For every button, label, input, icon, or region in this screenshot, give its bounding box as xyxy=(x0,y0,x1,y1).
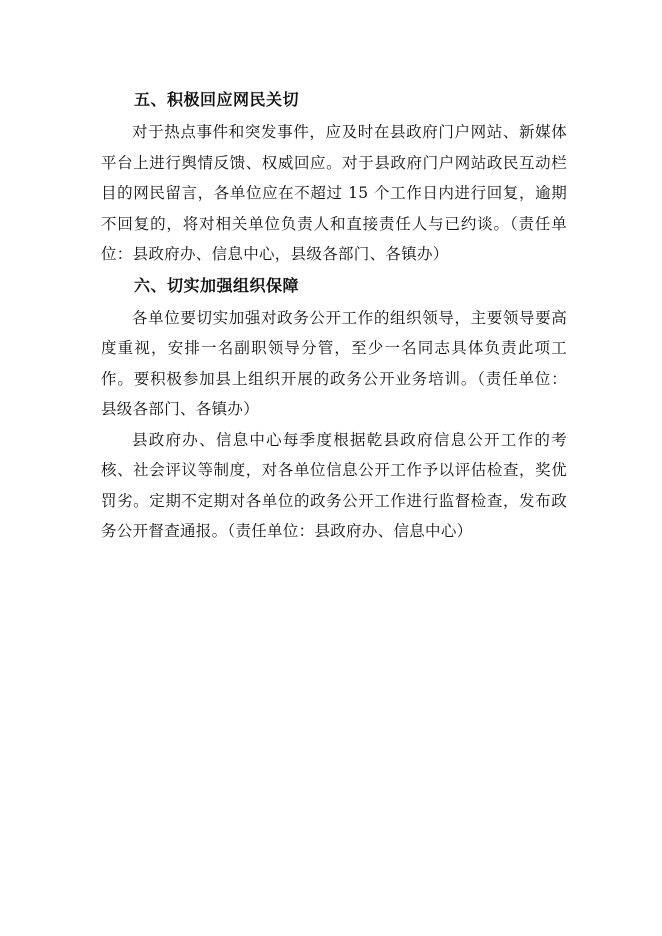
section-5-paragraph-1: 对于热点事件和突发事件，应及时在县政府门户网站、新媒体平台上进行舆情反馈、权威回应。对于县政府门户网站政民互动栏目的网民留言，各单位应在不超过 15 个工作日内进行回复，逾期不回复的，将对相关单位负责人和直接责任人与已约谈。（责任单位：县政府办、信息中心，县级各部门、各镇办） xyxy=(101,123,567,263)
section-6-paragraph-1: 各单位要切实加强对政务公开工作的组织领导，主要领导要高度重视，安排一名副职领导分管，至少一名同志具体负责此项工作。要积极参加县上组织开展的政务公开业务培训。（责任单位：县级各部门、各镇办） xyxy=(101,308,567,418)
document-body xyxy=(101,84,567,547)
section-6-paragraph-2: 县政府办、信息中心每季度根据乾县政府信息公开工作的考核、社会评议等制度，对各单位信息公开工作予以评估检查，奖优罚劣。定期不定期对各单位的政务公开工作进行监督检查，发布政务公开督查通报。（责任单位：县政府办、信息中心） xyxy=(101,430,567,540)
section-heading-6: 六、切实加强组织保障 xyxy=(134,275,300,295)
section-heading-5: 五、积极回应网民关切 xyxy=(134,90,300,109)
